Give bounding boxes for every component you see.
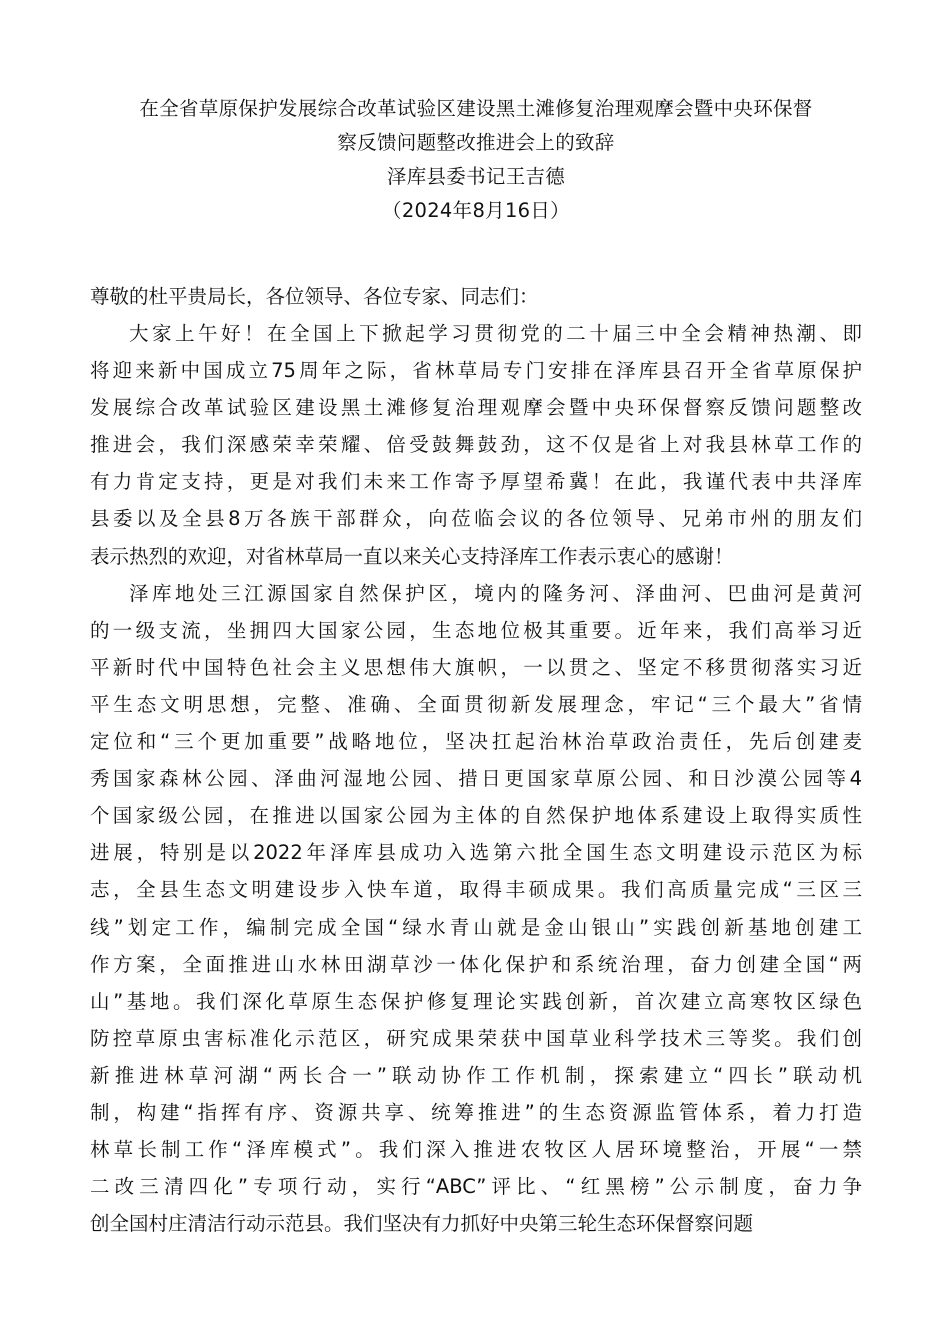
paragraph-line: 线”划定工作，编制完成全国“绿水青山就是金山银山”实践创新基地创建工 bbox=[90, 915, 862, 939]
paragraph-line: 二改三清四化”专项行动，实行“ABC”评比、“红黑榜”公示制度，奋力争 bbox=[90, 1175, 862, 1199]
document-author: 泽库县委书记王吉德 bbox=[386, 165, 566, 188]
paragraph-line: 志，全县生态文明建设步入快车道，取得丰硕成果。我们高质量完成“三区三 bbox=[90, 878, 862, 902]
paragraph-line: 进展，特别是以2022年泽库县成功入选第六批全国生态文明建设示范区为标 bbox=[90, 841, 862, 865]
paragraph-line: 山”基地。我们深化草原生态保护修复理论实践创新，首次建立高寒牧区绿色 bbox=[90, 989, 862, 1013]
paragraph-line: 林草长制工作“泽库模式”。我们深入推进农牧区人居环境整治，开展“一禁 bbox=[90, 1138, 862, 1162]
document-title-line-1: 在全省草原保护发展综合改革试验区建设黑土滩修复治理观摩会暨中央环保督 bbox=[139, 97, 813, 120]
paragraph-line: 大家上午好！在全国上下掀起学习贯彻党的二十届三中全会精神热潮、即 bbox=[129, 322, 862, 345]
paragraph-line: 定位和“三个更加重要”战略地位，坚决扛起治林治草政治责任，先后创建麦 bbox=[90, 730, 862, 754]
paragraph-line: 个国家级公园，在推进以国家公园为主体的自然保护地体系建设上取得实质性 bbox=[90, 804, 862, 828]
paragraph-line: 泽库地处三江源国家自然保护区，境内的隆务河、泽曲河、巴曲河是黄河 bbox=[129, 581, 862, 605]
document-title-line-2: 察反馈问题整改推进会上的致辞 bbox=[337, 131, 615, 154]
paragraph-line: 平生态文明思想，完整、准确、全面贯彻新发展理念，牢记“三个最大”省情 bbox=[90, 692, 862, 716]
paragraph-line: 秀国家森林公园、泽曲河湿地公园、措日更国家草原公园、和日沙漠公园等4 bbox=[90, 767, 862, 791]
paragraph-line: 有力肯定支持，更是对我们未来工作寄予厚望希冀！在此，我谨代表中共泽库 bbox=[90, 470, 862, 494]
document-title-block bbox=[90, 92, 862, 228]
paragraph-line: 发展综合改革试验区建设黑土滩修复治理观摩会暨中央环保督察反馈问题整改 bbox=[90, 396, 862, 420]
document-date: （2024年8月16日） bbox=[382, 199, 570, 222]
paragraph-line: 将迎来新中国成立75周年之际，省林草局专门安排在泽库县召开全省草原保护 bbox=[90, 359, 862, 383]
paragraph-line: 制，构建“指挥有序、资源共享、统筹推进”的生态资源监管体系，着力打造 bbox=[90, 1100, 862, 1124]
paragraph-line: 新推进林草河湖“两长合一”联动协作工作机制，探索建立“四长”联动机 bbox=[90, 1063, 862, 1087]
paragraph-line: 县委以及全县8万各族干部群众，向莅临会议的各位领导、兄弟市州的朋友们 bbox=[90, 507, 862, 531]
paragraph-line: 表示热烈的欢迎，对省林草局一直以来关心支持泽库工作表示衷心的感谢！ bbox=[90, 544, 734, 568]
paragraph-achievements bbox=[90, 575, 862, 1243]
paragraph-line: 作方案，全面推进山水林田湖草沙一体化保护和系统治理，奋力创建全国“两 bbox=[90, 952, 862, 976]
paragraph-line: 创全国村庄清洁行动示范县。我们坚决有力抓好中央第三轮生态环保督察问题 bbox=[90, 1212, 754, 1236]
salutation: 尊敬的杜平贵局长，各位领导、各位专家、同志们： bbox=[90, 285, 539, 308]
title-spacer bbox=[90, 228, 862, 278]
paragraph-line: 平新时代中国特色社会主义思想伟大旗帜，一以贯之、坚定不移贯彻落实习近 bbox=[90, 655, 862, 679]
paragraph-line: 防控草原虫害标准化示范区，研究成果荣获中国草业科学技术三等奖。我们创 bbox=[90, 1026, 862, 1050]
document-page bbox=[90, 92, 862, 1242]
paragraph-line: 推进会，我们深感荣幸荣耀、倍受鼓舞鼓劲，这不仅是省上对我县林草工作的 bbox=[90, 433, 862, 457]
paragraph-line: 的一级支流，坐拥四大国家公园，生态地位极其重要。近年来，我们高举习近 bbox=[90, 618, 862, 642]
paragraph-greeting bbox=[90, 315, 862, 575]
